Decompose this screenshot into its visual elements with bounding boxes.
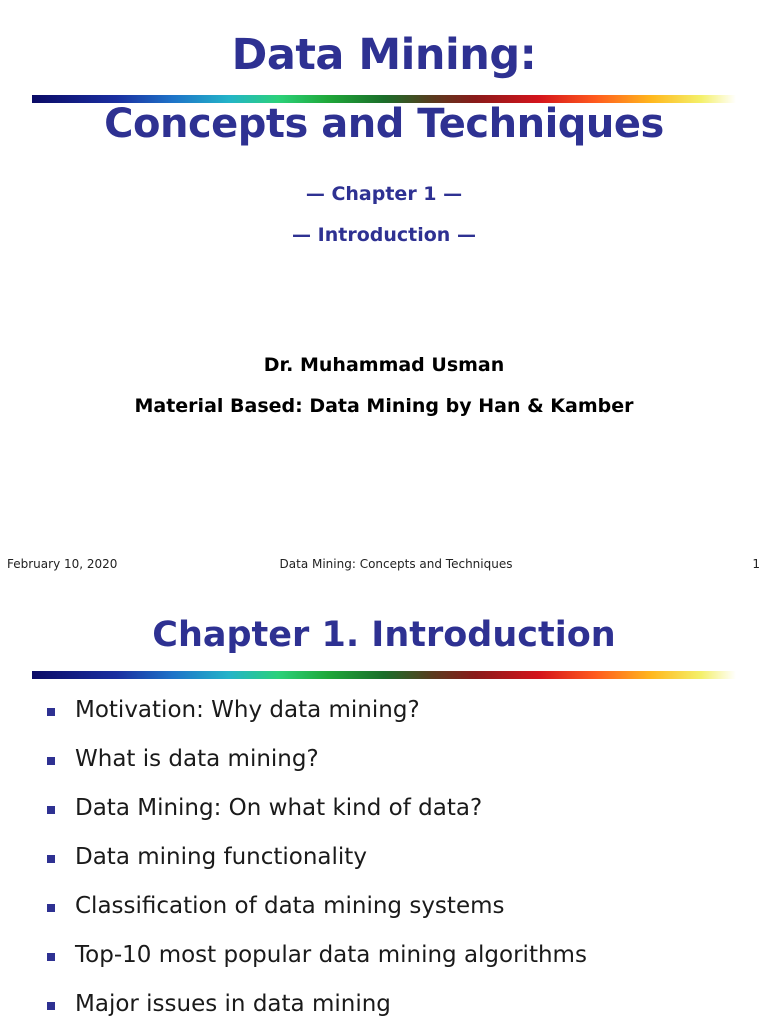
square-bullet-icon <box>47 757 55 765</box>
bullet-text: Motivation: Why data mining? <box>75 697 420 723</box>
footer-page-number: 1 <box>752 557 760 571</box>
section-subtitle: — Introduction — <box>292 224 476 246</box>
bullet-text: Data mining functionality <box>75 844 367 870</box>
footer-title: Data Mining: Concepts and Techniques <box>279 557 513 571</box>
bullet-text: Data Mining: On what kind of data? <box>75 795 483 821</box>
bullet-item <box>0 843 587 892</box>
square-bullet-icon <box>47 1002 55 1010</box>
bullet-item <box>0 892 587 941</box>
bullet-text: Top-10 most popular data mining algorithms <box>75 942 587 968</box>
square-bullet-icon <box>47 708 55 716</box>
slide-2 <box>0 584 768 1024</box>
bullet-item <box>0 941 587 990</box>
bullet-item <box>0 990 587 1024</box>
slide-title-line-1: Data Mining: <box>231 30 537 80</box>
slide-title: Chapter 1. Introduction <box>152 615 616 655</box>
author-name: Dr. Muhammad Usman <box>263 354 505 376</box>
bullet-text: Classification of data mining systems <box>75 893 505 919</box>
square-bullet-icon <box>47 904 55 912</box>
slide-title-line-2: Concepts and Techniques <box>104 101 664 147</box>
bullet-item <box>0 794 587 843</box>
bullet-item <box>0 696 587 745</box>
square-bullet-icon <box>47 953 55 961</box>
bullet-item <box>0 745 587 794</box>
square-bullet-icon <box>47 855 55 863</box>
bullet-list <box>0 696 587 1024</box>
title-divider-bar <box>32 671 736 679</box>
square-bullet-icon <box>47 806 55 814</box>
footer-date: February 10, 2020 <box>7 557 118 571</box>
source-material: Material Based: Data Mining by Han & Kamber <box>134 395 634 417</box>
bullet-text: What is data mining? <box>75 746 319 772</box>
chapter-subtitle: — Chapter 1 — <box>305 183 463 205</box>
bullet-text: Major issues in data mining <box>75 991 391 1017</box>
